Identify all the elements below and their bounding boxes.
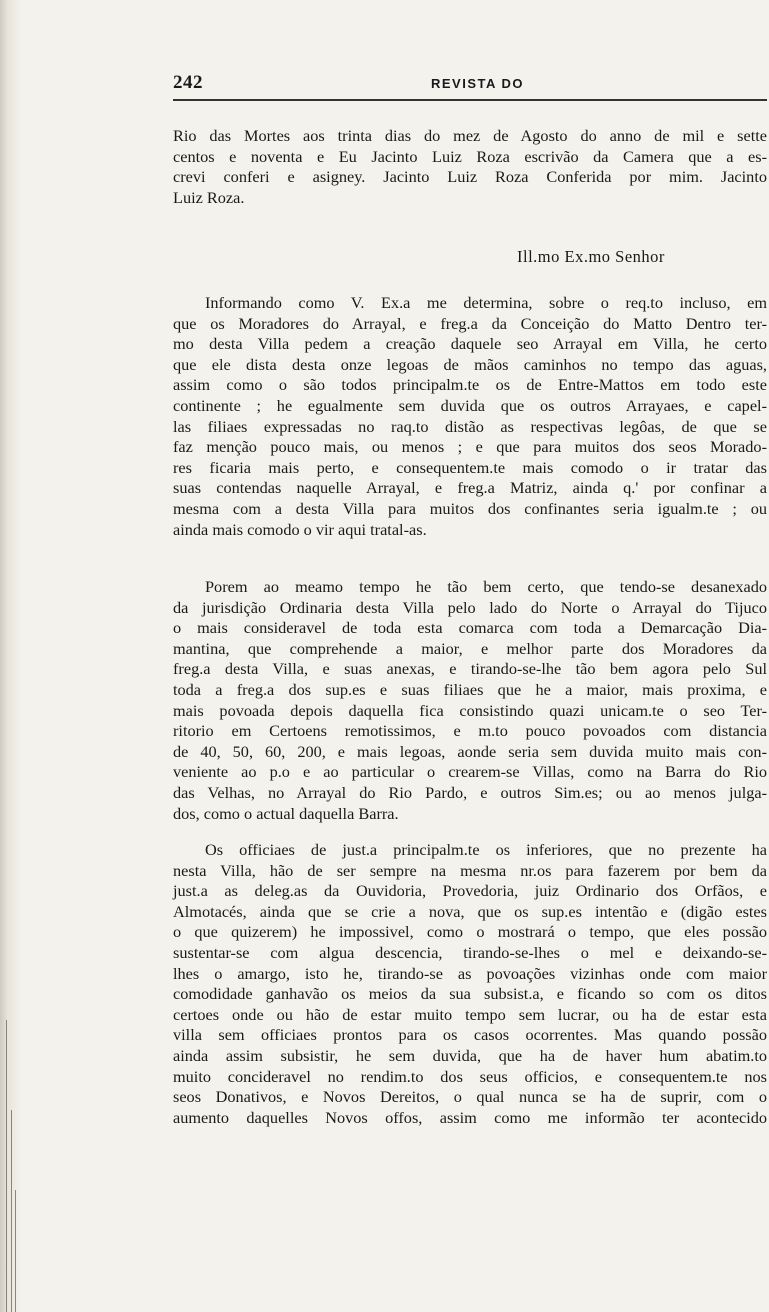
text-line: que os Moradores do Arrayal, e freg.a da Conceição do Matto Dentro ter-: [173, 313, 767, 333]
text-line: dos, como o actual daquella Barra.: [173, 803, 399, 823]
text-line: muito concideravel no rendim.to dos seus officios, e consequentem.te nos: [173, 1066, 767, 1086]
header-rule: [173, 99, 767, 101]
text-line: Almotacés, ainda que se crie a nova, que os sup.es intentão e (digão estes: [173, 901, 767, 921]
text-line: de 40, 50, 60, 200, e mais legoas, aonde seria sem duvida muito mais con-: [173, 741, 767, 761]
paragraph-porem: [173, 577, 767, 824]
text-line: faz menção pouco mais, ou menos ; e que para muitos dos seos Morado-: [173, 437, 767, 457]
text-line: toda a freg.a dos sup.es e suas filiaes que he a maior, mais proxima, e: [173, 679, 767, 699]
text-line: das Velhas, no Arrayal do Rio Pardo, e outros Sim.es; ou ao menos julga-: [173, 782, 767, 802]
text-line: Porem ao meamo tempo he tão bem certo, que tendo-se desanexado: [205, 577, 767, 596]
text-line: centos e noventa e Eu Jacinto Luiz Roza escrivão da Camera que a es-: [173, 146, 767, 166]
text-line: Os officiaes de just.a principalm.te os inferiores, que no prezente ha: [205, 840, 767, 859]
text-line: mesma com a desta Villa para muitos dos confinantes seria igualm.te ; ou: [173, 498, 767, 518]
running-head: REVISTA DO: [431, 76, 525, 91]
paragraph-closing-record: [173, 126, 767, 208]
text-line: nesta Villa, hão de ser sempre na mesma nr.os para fazerem por bem da: [173, 860, 767, 880]
text-line: lhes o amargo, isto he, tirando-se as povoações vizinhas onde com maior: [173, 963, 767, 983]
text-line: veniente ao p.o e ao particular o crearem-se Villas, como na Barra do Rio: [173, 762, 767, 782]
text-line: ritorio em Certoens remotissimos, e m.to pouco povoados com distancia: [173, 721, 767, 741]
text-line: villa sem officiaes prontos para os casos ocorrentes. Mas quando possão: [173, 1025, 767, 1045]
text-line: mais povoada depois daquella fica consistindo quazi unicam.te o seo Ter-: [173, 700, 767, 720]
text-line: suas contendas naquelle Arrayal, e freg.a Matriz, ainda q.' por confinar a: [173, 478, 767, 498]
text-line: Informando como V. Ex.a me determina, sobre o req.to incluso, em: [205, 293, 767, 312]
page-header: [173, 66, 767, 96]
gutter-line: [6, 1020, 7, 1312]
text-line: ainda mais comodo o vir aqui tratal-as.: [173, 519, 427, 539]
text-line: seos Donativos, e Novos Dereitos, o qual nunca se ha de suprir, com o: [173, 1087, 767, 1107]
gutter-line: [15, 1190, 16, 1312]
text-line: comodidade ganhavão os meios da sua subsist.a, e ficando so com os ditos: [173, 984, 767, 1004]
text-line: Luiz Roza.: [173, 187, 245, 207]
salutation: Ill.mo Ex.mo Senhor: [517, 247, 665, 266]
text-line: res ficaria mais perto, e consequentem.te mais comodo o ir tratar das: [173, 457, 767, 477]
text-line: assim como o são todos principalm.te os de Entre-Mattos em todo este: [173, 375, 767, 395]
text-line: crevi conferi e asigney. Jacinto Luiz Roza Conferida por mim. Jacinto: [173, 167, 767, 187]
text-line: continente ; he egualmente sem duvida que os outros Arrayaes, e capel-: [173, 395, 767, 415]
paragraph-informando: [173, 293, 767, 540]
text-line: mo desta Villa pedem a creação daquele seo Arrayal em Villa, he certo: [173, 334, 767, 354]
text-line: aumento daquelles Novos offos, assim como me informão ter acontecido: [173, 1107, 767, 1127]
paragraph-officiaes: [173, 840, 767, 1128]
text-line: certoes onde ou hão de estar muito tempo sem lucrar, ou ha de estar esta: [173, 1004, 767, 1024]
text-line: ainda assim subsistir, he sem duvida, que ha de haver hum abatim.to: [173, 1045, 767, 1065]
text-line: las filiaes expressadas no raq.to distão as respectivas legôas, de que se: [173, 416, 767, 436]
text-line: freg.a desta Villa, e suas anexas, e tirando-se-lhe tão bem agora pelo Sul: [173, 659, 767, 679]
gutter-line: [11, 1110, 12, 1312]
text-line: sustentar-se com algua descencia, tirando-se-lhes o mel e deixando-se-: [173, 942, 767, 962]
text-line: o mais consideravel de toda esta comarca com toda a Demarcação Dia-: [173, 618, 767, 638]
text-line: o que quizerem) he impossivel, como o mostrará o tempo, que eles possão: [173, 922, 767, 942]
text-line: just.a as deleg.as da Ouvidoria, Provedoria, juiz Ordinario dos Orfãos, e: [173, 881, 767, 901]
page-number: 242: [173, 72, 203, 93]
text-line: da jurisdição Ordinaria desta Villa pelo lado do Norte o Arrayal do Tijuco: [173, 597, 767, 617]
text-line: Rio das Mortes aos trinta dias do mez de Agosto do anno de mil e sette: [173, 126, 767, 145]
text-line: mantina, que comprehende a maior, e melhor parte dos Moradores da: [173, 638, 767, 658]
text-line: que ele dista desta onze legoas de mãos caminhos no tempo das aguas,: [173, 354, 767, 374]
